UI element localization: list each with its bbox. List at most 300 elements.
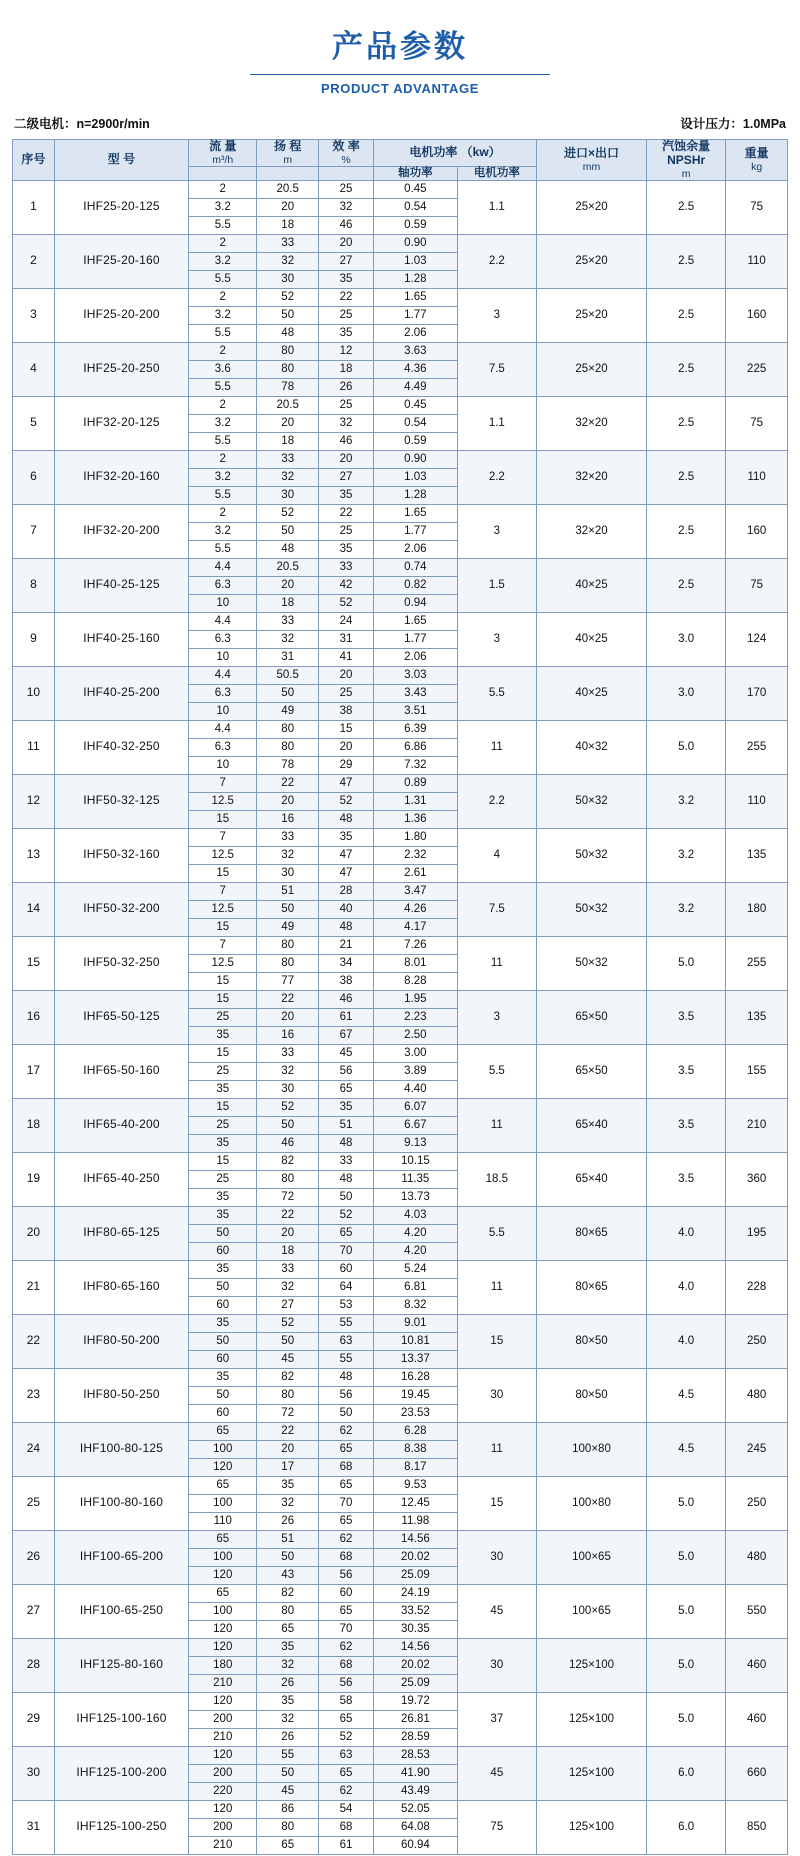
table-row bbox=[13, 1422, 788, 1440]
cell-efficiency: 25 bbox=[319, 306, 374, 324]
cell-efficiency: 68 bbox=[319, 1548, 374, 1566]
cell-efficiency: 52 bbox=[319, 1728, 374, 1746]
cell-model: IHF25-20-250 bbox=[54, 342, 188, 396]
cell-weight: 110 bbox=[726, 774, 788, 828]
cell-npsh: 2.5 bbox=[647, 342, 726, 396]
cell-head: 22 bbox=[257, 774, 319, 792]
table-row bbox=[13, 720, 788, 738]
cell-efficiency: 47 bbox=[319, 846, 374, 864]
cell-npsh: 3.0 bbox=[647, 612, 726, 666]
cell-shaft-power: 23.53 bbox=[374, 1404, 458, 1422]
cell-efficiency: 25 bbox=[319, 684, 374, 702]
cell-shaft-power: 1.31 bbox=[374, 792, 458, 810]
cell-shaft-power: 30.35 bbox=[374, 1620, 458, 1638]
cell-shaft-power: 2.50 bbox=[374, 1026, 458, 1044]
cell-efficiency: 48 bbox=[319, 1170, 374, 1188]
cell-head: 80 bbox=[257, 1386, 319, 1404]
cell-flow: 6.3 bbox=[189, 738, 257, 756]
cell-shaft-power: 1.28 bbox=[374, 486, 458, 504]
cell-index: 17 bbox=[13, 1044, 55, 1098]
cell-head: 32 bbox=[257, 1278, 319, 1296]
cell-npsh: 4.0 bbox=[647, 1260, 726, 1314]
cell-efficiency: 52 bbox=[319, 792, 374, 810]
cell-shaft-power: 1.03 bbox=[374, 468, 458, 486]
cell-flow: 65 bbox=[189, 1422, 257, 1440]
cell-head: 33 bbox=[257, 234, 319, 252]
col-head-label: 扬 程 bbox=[274, 138, 302, 153]
title-divider bbox=[250, 74, 550, 75]
cell-flow: 15 bbox=[189, 1152, 257, 1170]
cell-head: 17 bbox=[257, 1458, 319, 1476]
cell-index: 2 bbox=[13, 234, 55, 288]
table-row bbox=[13, 612, 788, 630]
cell-npsh: 3.2 bbox=[647, 774, 726, 828]
cell-shaft-power: 3.89 bbox=[374, 1062, 458, 1080]
cell-npsh: 3.5 bbox=[647, 1098, 726, 1152]
cell-efficiency: 45 bbox=[319, 1044, 374, 1062]
page-subtitle: PRODUCT ADVANTAGE bbox=[320, 80, 479, 96]
cell-flow: 120 bbox=[189, 1458, 257, 1476]
cell-index: 4 bbox=[13, 342, 55, 396]
cell-flow: 5.5 bbox=[189, 540, 257, 558]
cell-flow: 200 bbox=[189, 1818, 257, 1836]
cell-shaft-power: 4.20 bbox=[374, 1242, 458, 1260]
cell-head: 80 bbox=[257, 936, 319, 954]
table-row bbox=[13, 234, 788, 252]
col-shaft-power: 轴功率 bbox=[374, 166, 458, 180]
col-npsh-unit: m bbox=[681, 167, 691, 180]
cell-inlet-outlet: 40×25 bbox=[536, 666, 646, 720]
cell-shaft-power: 12.45 bbox=[374, 1494, 458, 1512]
cell-motor-power: 11 bbox=[457, 1422, 536, 1476]
cell-flow: 12.5 bbox=[189, 846, 257, 864]
cell-efficiency: 65 bbox=[319, 1476, 374, 1494]
cell-head: 20.5 bbox=[257, 180, 319, 198]
cell-head: 50 bbox=[257, 1764, 319, 1782]
cell-motor-power: 2.2 bbox=[457, 450, 536, 504]
cell-shaft-power: 0.54 bbox=[374, 414, 458, 432]
cell-index: 31 bbox=[13, 1800, 55, 1854]
cell-inlet-outlet: 125×100 bbox=[536, 1638, 646, 1692]
cell-head: 18 bbox=[257, 594, 319, 612]
cell-efficiency: 51 bbox=[319, 1116, 374, 1134]
cell-inlet-outlet: 100×65 bbox=[536, 1530, 646, 1584]
cell-shaft-power: 2.32 bbox=[374, 846, 458, 864]
cell-inlet-outlet: 125×100 bbox=[536, 1800, 646, 1854]
cell-head: 35 bbox=[257, 1638, 319, 1656]
cell-efficiency: 28 bbox=[319, 882, 374, 900]
cell-shaft-power: 0.45 bbox=[374, 396, 458, 414]
cell-head: 45 bbox=[257, 1782, 319, 1800]
cell-shaft-power: 1.28 bbox=[374, 270, 458, 288]
page-title: 产品参数 bbox=[332, 29, 468, 64]
cell-head: 16 bbox=[257, 1026, 319, 1044]
cell-motor-power: 2.2 bbox=[457, 774, 536, 828]
cell-npsh: 2.5 bbox=[647, 180, 726, 234]
cell-efficiency: 22 bbox=[319, 504, 374, 522]
cell-head: 20 bbox=[257, 1440, 319, 1458]
cell-shaft-power: 8.38 bbox=[374, 1440, 458, 1458]
cell-shaft-power: 3.43 bbox=[374, 684, 458, 702]
table-row bbox=[13, 1260, 788, 1278]
cell-weight: 155 bbox=[726, 1044, 788, 1098]
cell-model: IHF32-20-160 bbox=[54, 450, 188, 504]
spec-table bbox=[12, 139, 788, 1855]
cell-index: 6 bbox=[13, 450, 55, 504]
cell-head: 35 bbox=[257, 1692, 319, 1710]
cell-shaft-power: 28.59 bbox=[374, 1728, 458, 1746]
cell-head: 16 bbox=[257, 810, 319, 828]
cell-efficiency: 61 bbox=[319, 1836, 374, 1854]
cell-model: IHF50-32-250 bbox=[54, 936, 188, 990]
table-row bbox=[13, 1584, 788, 1602]
table-row bbox=[13, 342, 788, 360]
cell-weight: 228 bbox=[726, 1260, 788, 1314]
cell-flow: 5.5 bbox=[189, 378, 257, 396]
cell-weight: 110 bbox=[726, 450, 788, 504]
cell-flow: 4.4 bbox=[189, 558, 257, 576]
col-weight bbox=[726, 139, 788, 180]
cell-shaft-power: 4.40 bbox=[374, 1080, 458, 1098]
cell-head: 52 bbox=[257, 288, 319, 306]
cell-model: IHF32-20-125 bbox=[54, 396, 188, 450]
cell-shaft-power: 1.65 bbox=[374, 504, 458, 522]
cell-flow: 120 bbox=[189, 1620, 257, 1638]
cell-shaft-power: 2.06 bbox=[374, 648, 458, 666]
cell-inlet-outlet: 65×40 bbox=[536, 1098, 646, 1152]
cell-shaft-power: 6.67 bbox=[374, 1116, 458, 1134]
cell-model: IHF100-65-250 bbox=[54, 1584, 188, 1638]
cell-model: IHF125-80-160 bbox=[54, 1638, 188, 1692]
cell-efficiency: 35 bbox=[319, 486, 374, 504]
cell-flow: 5.5 bbox=[189, 486, 257, 504]
cell-inlet-outlet: 25×20 bbox=[536, 288, 646, 342]
table-row bbox=[13, 396, 788, 414]
cell-flow: 2 bbox=[189, 396, 257, 414]
cell-motor-power: 15 bbox=[457, 1314, 536, 1368]
cell-efficiency: 65 bbox=[319, 1710, 374, 1728]
col-weight-unit: kg bbox=[751, 160, 763, 173]
cell-inlet-outlet: 32×20 bbox=[536, 396, 646, 450]
cell-efficiency: 12 bbox=[319, 342, 374, 360]
cell-head: 50 bbox=[257, 1548, 319, 1566]
cell-flow: 60 bbox=[189, 1404, 257, 1422]
cell-inlet-outlet: 80×50 bbox=[536, 1314, 646, 1368]
cell-efficiency: 33 bbox=[319, 1152, 374, 1170]
cell-model: IHF40-32-250 bbox=[54, 720, 188, 774]
cell-index: 23 bbox=[13, 1368, 55, 1422]
cell-motor-power: 5.5 bbox=[457, 666, 536, 720]
motor-speed-note: 二级电机：n=2900r/min bbox=[14, 116, 150, 131]
cell-efficiency: 65 bbox=[319, 1602, 374, 1620]
cell-shaft-power: 6.86 bbox=[374, 738, 458, 756]
cell-efficiency: 35 bbox=[319, 540, 374, 558]
cell-flow: 15 bbox=[189, 1044, 257, 1062]
cell-head: 80 bbox=[257, 1818, 319, 1836]
table-row bbox=[13, 1206, 788, 1224]
cell-flow: 5.5 bbox=[189, 270, 257, 288]
cell-flow: 35 bbox=[189, 1080, 257, 1098]
cell-shaft-power: 25.09 bbox=[374, 1566, 458, 1584]
cell-index: 16 bbox=[13, 990, 55, 1044]
cell-index: 5 bbox=[13, 396, 55, 450]
cell-inlet-outlet: 80×65 bbox=[536, 1206, 646, 1260]
cell-efficiency: 20 bbox=[319, 234, 374, 252]
cell-motor-power: 7.5 bbox=[457, 882, 536, 936]
cell-weight: 210 bbox=[726, 1098, 788, 1152]
cell-shaft-power: 11.98 bbox=[374, 1512, 458, 1530]
cell-shaft-power: 10.15 bbox=[374, 1152, 458, 1170]
cell-flow: 200 bbox=[189, 1764, 257, 1782]
cell-head: 82 bbox=[257, 1152, 319, 1170]
cell-motor-power: 7.5 bbox=[457, 342, 536, 396]
table-row bbox=[13, 558, 788, 576]
col-flow bbox=[189, 139, 257, 166]
cell-head: 30 bbox=[257, 864, 319, 882]
table-row bbox=[13, 180, 788, 198]
cell-head: 80 bbox=[257, 738, 319, 756]
cell-efficiency: 65 bbox=[319, 1764, 374, 1782]
cell-motor-power: 2.2 bbox=[457, 234, 536, 288]
cell-efficiency: 29 bbox=[319, 756, 374, 774]
cell-head: 20.5 bbox=[257, 558, 319, 576]
cell-efficiency: 47 bbox=[319, 864, 374, 882]
cell-head: 77 bbox=[257, 972, 319, 990]
cell-flow: 2 bbox=[189, 180, 257, 198]
cell-flow: 65 bbox=[189, 1530, 257, 1548]
cell-head: 18 bbox=[257, 1242, 319, 1260]
cell-shaft-power: 6.07 bbox=[374, 1098, 458, 1116]
cell-head: 80 bbox=[257, 720, 319, 738]
cell-flow: 65 bbox=[189, 1584, 257, 1602]
cell-efficiency: 55 bbox=[319, 1314, 374, 1332]
cell-npsh: 3.5 bbox=[647, 990, 726, 1044]
cell-shaft-power: 19.72 bbox=[374, 1692, 458, 1710]
cell-efficiency: 68 bbox=[319, 1818, 374, 1836]
cell-shaft-power: 0.74 bbox=[374, 558, 458, 576]
table-row bbox=[13, 1530, 788, 1548]
col-power-group: 电机功率 （kw） bbox=[374, 139, 537, 166]
cell-shaft-power: 19.45 bbox=[374, 1386, 458, 1404]
table-row bbox=[13, 1044, 788, 1062]
cell-efficiency: 54 bbox=[319, 1800, 374, 1818]
cell-flow: 210 bbox=[189, 1836, 257, 1854]
cell-model: IHF100-80-125 bbox=[54, 1422, 188, 1476]
cell-shaft-power: 0.59 bbox=[374, 216, 458, 234]
cell-flow: 6.3 bbox=[189, 576, 257, 594]
table-row bbox=[13, 288, 788, 306]
cell-head: 80 bbox=[257, 342, 319, 360]
col-npsh-label: 汽蚀余量 NPSHr bbox=[662, 138, 711, 167]
cell-flow: 7 bbox=[189, 882, 257, 900]
table-row bbox=[13, 828, 788, 846]
cell-flow: 5.5 bbox=[189, 432, 257, 450]
cell-head: 27 bbox=[257, 1296, 319, 1314]
table-row bbox=[13, 774, 788, 792]
cell-flow: 180 bbox=[189, 1656, 257, 1674]
cell-flow: 60 bbox=[189, 1350, 257, 1368]
cell-motor-power: 5.5 bbox=[457, 1206, 536, 1260]
cell-shaft-power: 8.01 bbox=[374, 954, 458, 972]
cell-shaft-power: 26.81 bbox=[374, 1710, 458, 1728]
cell-flow: 120 bbox=[189, 1692, 257, 1710]
cell-shaft-power: 13.73 bbox=[374, 1188, 458, 1206]
cell-shaft-power: 1.80 bbox=[374, 828, 458, 846]
cell-flow: 60 bbox=[189, 1242, 257, 1260]
table-row bbox=[13, 1476, 788, 1494]
cell-model: IHF65-40-250 bbox=[54, 1152, 188, 1206]
cell-flow: 15 bbox=[189, 918, 257, 936]
cell-flow: 3.2 bbox=[189, 414, 257, 432]
cell-head: 20 bbox=[257, 576, 319, 594]
col-flow-spacer bbox=[189, 166, 257, 180]
col-head bbox=[257, 139, 319, 166]
cell-npsh: 5.0 bbox=[647, 936, 726, 990]
cell-model: IHF125-100-200 bbox=[54, 1746, 188, 1800]
cell-npsh: 5.0 bbox=[647, 1530, 726, 1584]
cell-efficiency: 42 bbox=[319, 576, 374, 594]
cell-model: IHF125-100-250 bbox=[54, 1800, 188, 1854]
meta-row bbox=[12, 108, 788, 139]
cell-model: IHF40-25-200 bbox=[54, 666, 188, 720]
cell-efficiency: 62 bbox=[319, 1782, 374, 1800]
cell-efficiency: 56 bbox=[319, 1566, 374, 1584]
cell-flow: 6.3 bbox=[189, 684, 257, 702]
cell-shaft-power: 0.89 bbox=[374, 774, 458, 792]
col-efficiency-label: 效 率 bbox=[332, 138, 360, 153]
cell-head: 32 bbox=[257, 1656, 319, 1674]
cell-shaft-power: 3.51 bbox=[374, 702, 458, 720]
cell-model: IHF100-80-160 bbox=[54, 1476, 188, 1530]
cell-efficiency: 26 bbox=[319, 378, 374, 396]
cell-shaft-power: 3.63 bbox=[374, 342, 458, 360]
cell-head: 45 bbox=[257, 1350, 319, 1368]
cell-npsh: 4.5 bbox=[647, 1422, 726, 1476]
cell-inlet-outlet: 100×80 bbox=[536, 1422, 646, 1476]
table-row bbox=[13, 1098, 788, 1116]
cell-motor-power: 3 bbox=[457, 612, 536, 666]
cell-npsh: 2.5 bbox=[647, 450, 726, 504]
cell-head: 72 bbox=[257, 1188, 319, 1206]
table-row bbox=[13, 504, 788, 522]
cell-shaft-power: 2.06 bbox=[374, 540, 458, 558]
cell-efficiency: 48 bbox=[319, 810, 374, 828]
cell-head: 20.5 bbox=[257, 396, 319, 414]
cell-efficiency: 62 bbox=[319, 1530, 374, 1548]
cell-efficiency: 70 bbox=[319, 1620, 374, 1638]
cell-npsh: 5.0 bbox=[647, 1584, 726, 1638]
cell-head: 50.5 bbox=[257, 666, 319, 684]
cell-shaft-power: 0.54 bbox=[374, 198, 458, 216]
cell-efficiency: 41 bbox=[319, 648, 374, 666]
cell-flow: 35 bbox=[189, 1206, 257, 1224]
cell-head: 72 bbox=[257, 1404, 319, 1422]
col-model: 型 号 bbox=[54, 139, 188, 180]
cell-flow: 25 bbox=[189, 1008, 257, 1026]
cell-shaft-power: 7.32 bbox=[374, 756, 458, 774]
cell-shaft-power: 4.03 bbox=[374, 1206, 458, 1224]
col-weight-label: 重量 bbox=[744, 145, 769, 160]
cell-head: 20 bbox=[257, 414, 319, 432]
cell-efficiency: 25 bbox=[319, 522, 374, 540]
cell-efficiency: 38 bbox=[319, 702, 374, 720]
cell-shaft-power: 2.61 bbox=[374, 864, 458, 882]
cell-efficiency: 48 bbox=[319, 918, 374, 936]
cell-head: 20 bbox=[257, 1008, 319, 1026]
cell-inlet-outlet: 40×25 bbox=[536, 612, 646, 666]
col-efficiency bbox=[319, 139, 374, 166]
cell-head: 32 bbox=[257, 1494, 319, 1512]
cell-flow: 3.2 bbox=[189, 252, 257, 270]
cell-shaft-power: 4.20 bbox=[374, 1224, 458, 1242]
cell-head: 51 bbox=[257, 882, 319, 900]
cell-head: 65 bbox=[257, 1836, 319, 1854]
cell-flow: 50 bbox=[189, 1224, 257, 1242]
cell-shaft-power: 2.06 bbox=[374, 324, 458, 342]
cell-efficiency: 56 bbox=[319, 1674, 374, 1692]
col-inlet-outlet-unit: mm bbox=[582, 160, 601, 173]
cell-head: 52 bbox=[257, 1098, 319, 1116]
cell-npsh: 2.5 bbox=[647, 558, 726, 612]
cell-model: IHF80-65-125 bbox=[54, 1206, 188, 1260]
cell-flow: 35 bbox=[189, 1026, 257, 1044]
cell-model: IHF40-25-160 bbox=[54, 612, 188, 666]
cell-head: 80 bbox=[257, 360, 319, 378]
cell-inlet-outlet: 50×32 bbox=[536, 774, 646, 828]
cell-index: 12 bbox=[13, 774, 55, 828]
cell-motor-power: 18.5 bbox=[457, 1152, 536, 1206]
cell-efficiency: 35 bbox=[319, 1098, 374, 1116]
cell-head: 50 bbox=[257, 684, 319, 702]
cell-efficiency: 65 bbox=[319, 1224, 374, 1242]
cell-motor-power: 3 bbox=[457, 288, 536, 342]
cell-inlet-outlet: 50×32 bbox=[536, 828, 646, 882]
cell-head: 32 bbox=[257, 846, 319, 864]
cell-shaft-power: 16.28 bbox=[374, 1368, 458, 1386]
cell-index: 22 bbox=[13, 1314, 55, 1368]
cell-npsh: 3.2 bbox=[647, 828, 726, 882]
cell-shaft-power: 10.81 bbox=[374, 1332, 458, 1350]
cell-head: 30 bbox=[257, 486, 319, 504]
cell-head: 80 bbox=[257, 954, 319, 972]
cell-efficiency: 33 bbox=[319, 558, 374, 576]
cell-npsh: 2.5 bbox=[647, 234, 726, 288]
cell-model: IHF40-25-125 bbox=[54, 558, 188, 612]
cell-flow: 7 bbox=[189, 936, 257, 954]
cell-efficiency: 56 bbox=[319, 1386, 374, 1404]
cell-weight: 170 bbox=[726, 666, 788, 720]
cell-motor-power: 30 bbox=[457, 1638, 536, 1692]
cell-index: 24 bbox=[13, 1422, 55, 1476]
cell-shaft-power: 8.28 bbox=[374, 972, 458, 990]
cell-shaft-power: 11.35 bbox=[374, 1170, 458, 1188]
cell-index: 14 bbox=[13, 882, 55, 936]
cell-efficiency: 48 bbox=[319, 1134, 374, 1152]
cell-flow: 35 bbox=[189, 1368, 257, 1386]
cell-weight: 250 bbox=[726, 1314, 788, 1368]
cell-weight: 255 bbox=[726, 936, 788, 990]
cell-weight: 460 bbox=[726, 1638, 788, 1692]
cell-shaft-power: 9.53 bbox=[374, 1476, 458, 1494]
cell-npsh: 2.5 bbox=[647, 288, 726, 342]
cell-flow: 3.2 bbox=[189, 306, 257, 324]
col-flow-unit: m³/h bbox=[212, 153, 234, 166]
cell-shaft-power: 14.56 bbox=[374, 1530, 458, 1548]
col-index: 序号 bbox=[13, 139, 55, 180]
cell-flow: 35 bbox=[189, 1314, 257, 1332]
cell-head: 49 bbox=[257, 702, 319, 720]
cell-npsh: 2.5 bbox=[647, 504, 726, 558]
